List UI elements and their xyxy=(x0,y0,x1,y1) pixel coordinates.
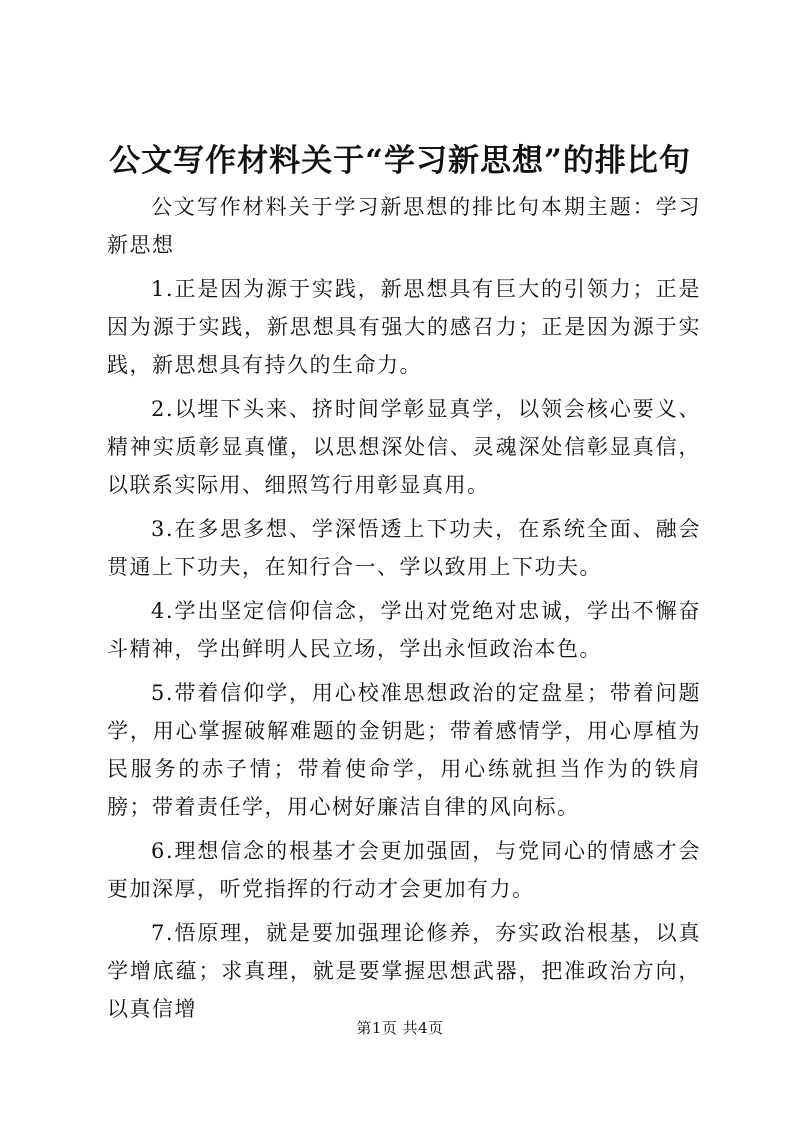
document-body xyxy=(107,188,701,1034)
page-number-footer: 第1页 共4页 xyxy=(356,1019,444,1037)
paragraph-3: 3.在多思多想、学深悟透上下功夫，在系统全面、融会贯通上下功夫，在知行合一、学以致用上下功夫。 xyxy=(107,517,701,579)
paragraph-4: 4.学出坚定信仰信念，学出对党绝对忠诚，学出不懈奋斗精神，学出鲜明人民立场，学出永恒政治本色。 xyxy=(107,599,701,661)
paragraph-2: 2.以埋下头来、挤时间学彰显真学，以领会核心要义、精神实质彰显真懂，以思想深处信、灵魂深处信彰显真信，以联系实际用、细照笃行用彰显真用。 xyxy=(107,397,701,497)
paragraph-intro: 公文写作材料关于学习新思想的排比句本期主题：学习新思想 xyxy=(107,195,701,257)
paragraph-6: 6.理想信念的根基才会更加强固，与党同心的情感才会更加深厚，听党指挥的行动才会更加有力。 xyxy=(107,839,701,901)
document-title: 公文写作材料关于“学习新思想”的排比句 xyxy=(109,143,691,179)
paragraph-7: 7.悟原理，就是要加强理论修养，夯实政治根基，以真学增底蕴；求真理，就是要掌握思想武器，把准政治方向，以真信增 xyxy=(107,921,701,1021)
paragraph-1: 1.正是因为源于实践，新思想具有巨大的引领力；正是因为源于实践，新思想具有强大的感召力；正是因为源于实践，新思想具有持久的生命力。 xyxy=(107,277,701,377)
paragraph-5: 5.带着信仰学，用心校准思想政治的定盘星；带着问题学，用心掌握破解难题的金钥匙；带着感情学，用心厚植为民服务的赤子情；带着使命学，用心练就担当作为的铁肩膀；带着责任学，用心树好廉洁自律的风向标。 xyxy=(107,681,701,819)
